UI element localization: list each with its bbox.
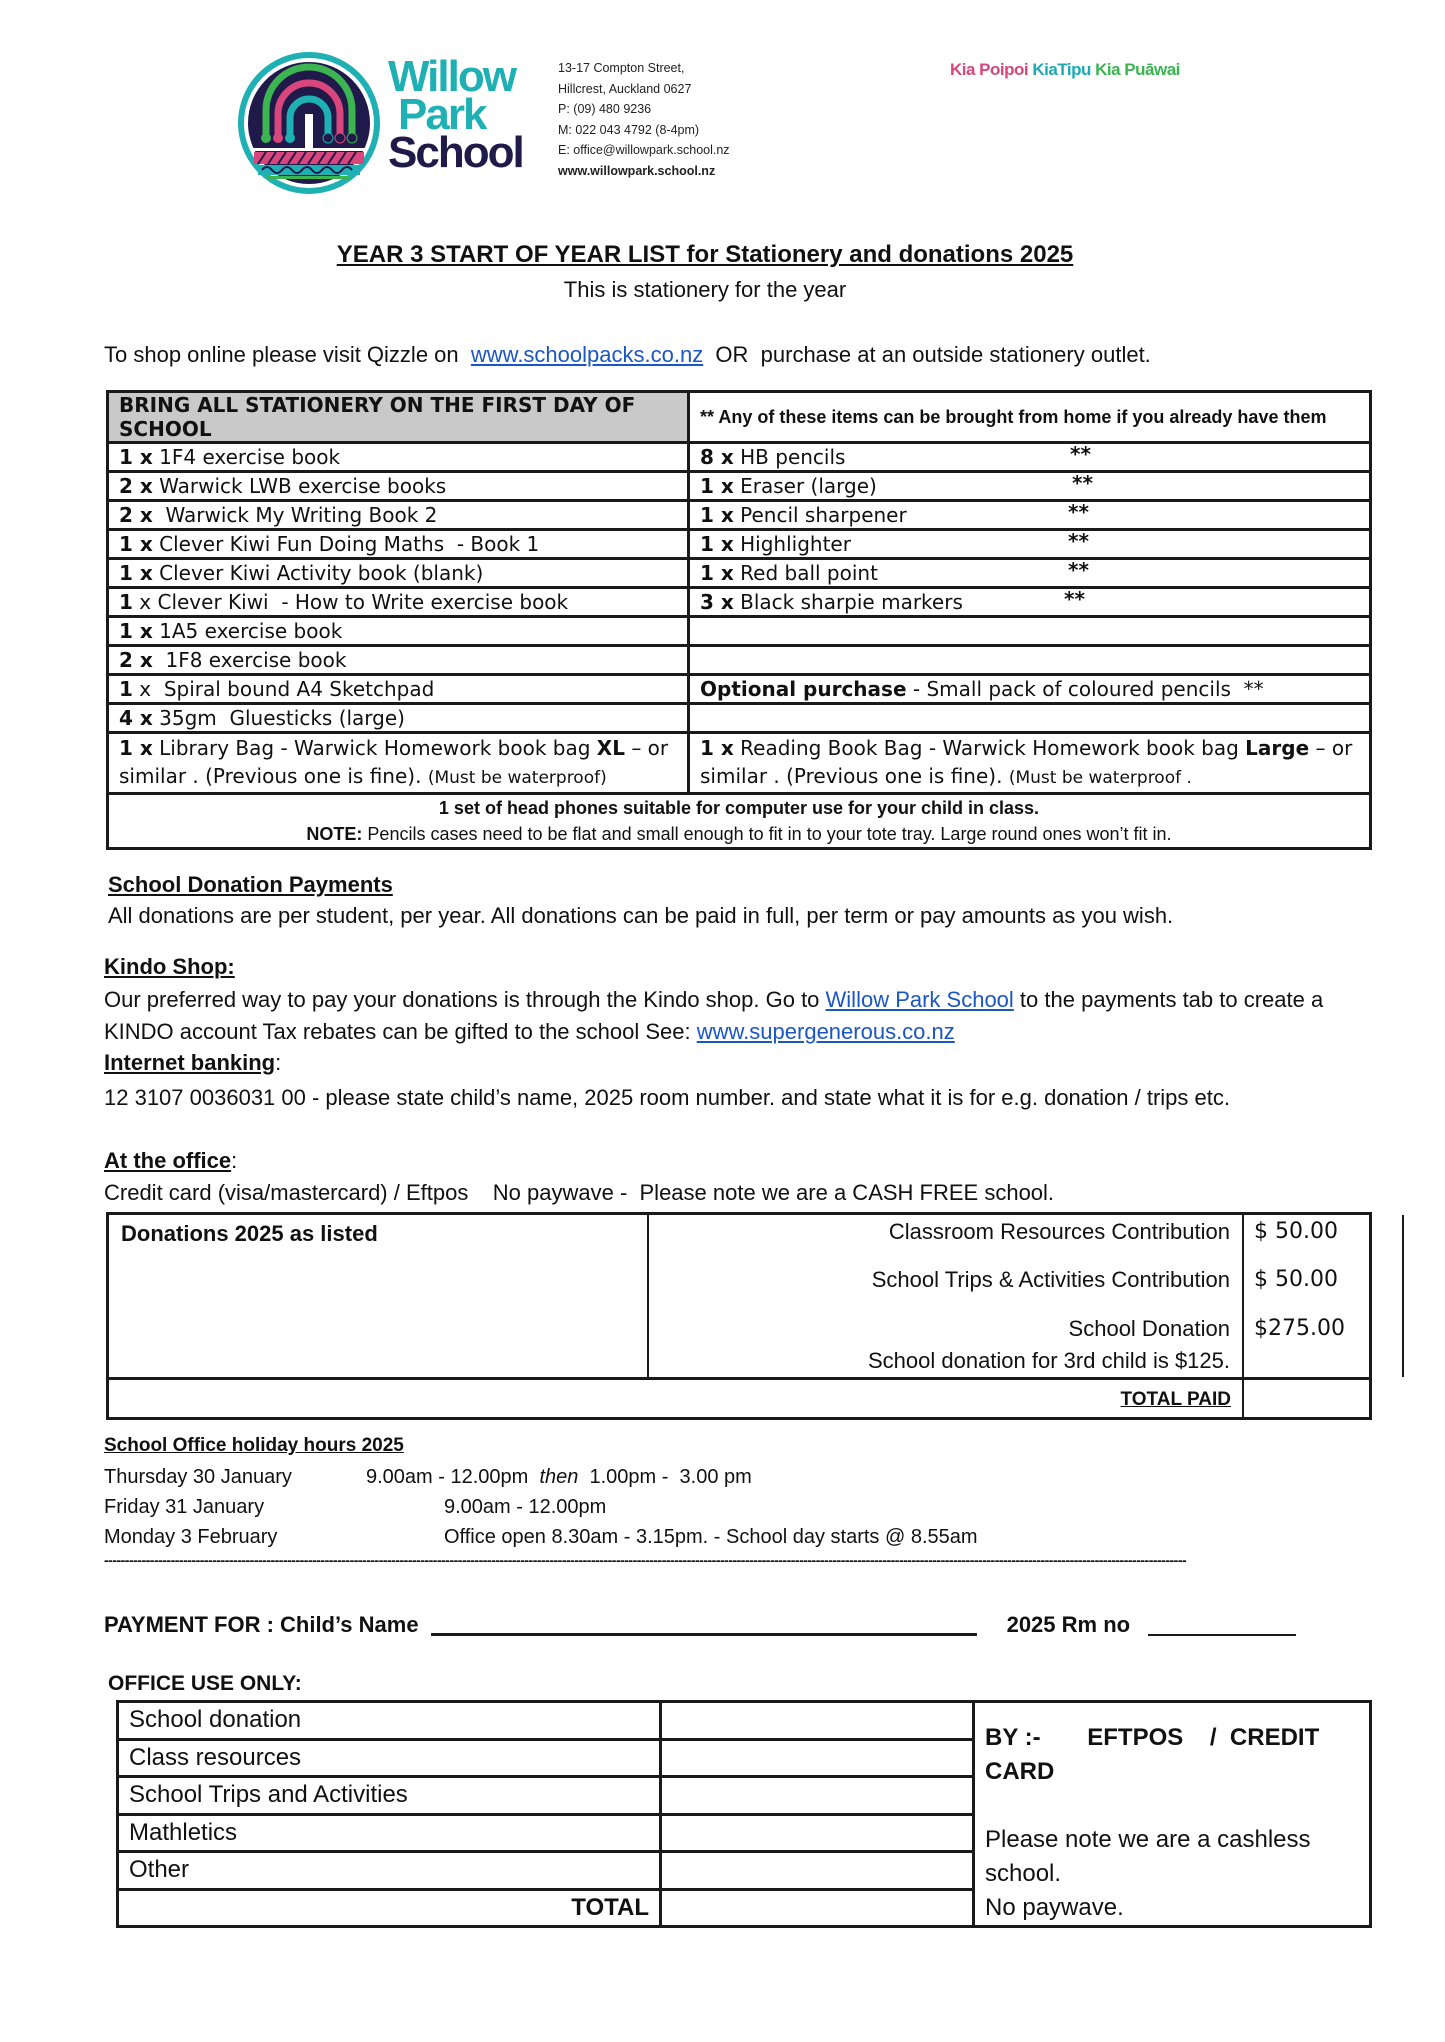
total-divider [1242, 1377, 1244, 1417]
kindo-text-b: to the payments tab to create a KINDO account Tax rebates can be gifted to the school See: [104, 987, 1324, 1044]
office-row-label: Other [118, 1852, 661, 1890]
contact-block [558, 58, 730, 181]
stationery-table [106, 390, 1372, 850]
office-row [118, 1702, 1371, 1740]
table-row [108, 704, 1371, 733]
home-item [689, 559, 1371, 588]
table-row [108, 559, 1371, 588]
at-office-heading [104, 1148, 237, 1174]
optional-marker: ** [1072, 471, 1093, 495]
cashless-note: Please note we are a cashless school. [985, 1826, 1311, 1887]
item-name: x Spiral bound A4 Sketchpad [132, 677, 435, 701]
total-paid-label: TOTAL PAID [1120, 1389, 1231, 1410]
item-qty: 1 x [700, 474, 734, 498]
item-qty: 1 [119, 590, 133, 614]
office-total-field[interactable] [661, 1889, 974, 1927]
supergenerous-link[interactable]: www.supergenerous.co.nz [696, 1019, 955, 1044]
stationery-item [108, 675, 689, 704]
table-row-bags [108, 733, 1371, 794]
optional-marker: ** [1068, 558, 1089, 582]
size: XL [596, 736, 625, 760]
stationery-item [108, 588, 689, 617]
item-name: HB pencils [733, 445, 846, 469]
item-name: Clever Kiwi Activity book (blank) [152, 561, 484, 585]
row-divider [109, 1377, 1369, 1380]
note-text: Pencils cases need to be flat and small enough to fit in to your tote tray. Large round ones won’t fit in. [362, 824, 1172, 844]
motto-poipoi: Kia Poipoi [950, 60, 1029, 79]
colon: : [231, 1148, 238, 1173]
item-name: Warwick My Writing Book 2 [152, 503, 438, 527]
item-name: 1F4 exercise book [152, 445, 341, 469]
willow-park-kindo-link[interactable]: Willow Park School [825, 987, 1014, 1012]
motto-puawai: Kia Puāwai [1095, 60, 1180, 79]
item: Library Bag - Warwick Homework book bag [152, 736, 597, 760]
item-name: Eraser (large) [733, 474, 877, 498]
optional-marker: ** [1064, 587, 1085, 611]
school-logo-icon [238, 52, 380, 194]
home-item [689, 530, 1371, 559]
address-line-2: Hillcrest, Auckland 0627 [558, 81, 692, 96]
table-row [108, 617, 1371, 646]
office-row-amount-field[interactable] [661, 1777, 974, 1815]
hours-time-2: 1.00pm - 3.00 pm [578, 1466, 752, 1488]
stationery-item [108, 443, 689, 472]
office-row-label: School donation [118, 1702, 661, 1740]
stationery-item [108, 530, 689, 559]
hours-time: Office open 8.30am - 3.15pm. - School day starts @ 8.55am [444, 1526, 978, 1548]
pencil-case-note [119, 821, 1359, 847]
third-child-note: School donation for 3rd child is $125. [867, 1348, 1230, 1373]
donation-payments-heading: School Donation Payments [108, 872, 393, 897]
optional-marker: ** [1068, 529, 1089, 553]
item-qty: 2 x [119, 648, 153, 672]
bank-details: 12 3107 0036031 00 - please state child’s name, 2025 room number. and state what it is for e.g. donation / trips etc. [104, 1085, 1230, 1110]
total-paid-field[interactable] [1246, 1381, 1364, 1417]
home-item [689, 501, 1371, 530]
donation-items-cell [649, 1215, 1244, 1377]
waterproof-note: (Must be waterproof) [427, 768, 607, 788]
office-use-table [116, 1700, 1372, 1928]
office-total-label: TOTAL [118, 1889, 661, 1927]
page-title: YEAR 3 START OF YEAR LIST for Stationery and donations 2025 [336, 241, 1074, 268]
item-name: 1F8 exercise book [152, 648, 347, 672]
optional-marker: ** [1070, 442, 1091, 466]
amount-trips: $ 50.00 [1254, 1267, 1338, 1292]
then: then [539, 1466, 579, 1488]
amount-classroom: $ 50.00 [1254, 1219, 1338, 1244]
payment-method-label: BY :- EFTPOS / CREDIT CARD [985, 1724, 1326, 1785]
waterproof-note: (Must be waterproof . [1008, 768, 1192, 788]
item-name: Highlighter [733, 532, 851, 556]
item-name: Black sharpie markers [733, 590, 963, 614]
stationery-item [108, 501, 689, 530]
item-qty: 2 x [119, 474, 153, 498]
donation-item-classroom: Classroom Resources Contribution [888, 1219, 1230, 1244]
item-qty: 1 [119, 677, 133, 701]
bank-heading-text: Internet banking [104, 1050, 276, 1075]
table-footer-row [108, 794, 1371, 849]
office-heading-text: At the office [104, 1148, 232, 1173]
logo-word-willow: Willow [388, 52, 515, 101]
item: Reading Book Bag - Warwick Homework book bag [733, 736, 1246, 760]
child-name-field[interactable] [431, 1633, 977, 1636]
donation-amounts-cell [1244, 1215, 1404, 1377]
office-row-label: School Trips and Activities [118, 1777, 661, 1815]
note-label: NOTE: [306, 824, 363, 844]
bring-all-header: BRING ALL STATIONERY ON THE FIRST DAY OF SCHOOL [108, 392, 689, 443]
item-name: Warwick LWB exercise books [152, 474, 447, 498]
shop-text-after: OR purchase at an outside stationery outlet. [703, 342, 1151, 367]
home-item [689, 646, 1371, 675]
kindo-text [104, 984, 1364, 1048]
room-number-label: 2025 Rm no [1006, 1612, 1131, 1637]
school-motto [950, 60, 1180, 80]
item-qty: 4 x [119, 706, 153, 730]
qty: 1 x [119, 736, 153, 760]
payment-for-line [104, 1612, 1296, 1638]
address-line-1: 13-17 Compton Street, [558, 61, 685, 75]
hours-day: Thursday 30 January [104, 1466, 292, 1488]
item-name: x Clever Kiwi - How to Write exercise book [132, 590, 569, 614]
logo-word-school: School [388, 128, 523, 177]
item-qty: 8 x [700, 445, 734, 469]
office-payment-text: Credit card (visa/mastercard) / Eftpos No paywave - Please note we are a CASH FREE school. [104, 1180, 1055, 1205]
hours-time: 9.00am - 12.00pm [444, 1496, 607, 1518]
item-cont: – or similar . (Previous one is fine). [119, 736, 669, 788]
office-row-amount-field[interactable] [661, 1702, 974, 1740]
from-home-header: ** Any of these items can be brought from home if you already have them [689, 392, 1371, 443]
email: E: office@willowpark.school.nz [558, 143, 730, 157]
table-row [108, 472, 1371, 501]
stationery-item [108, 559, 689, 588]
donation-item-trips: School Trips & Activities Contribution [871, 1267, 1230, 1292]
qty: 1 x [700, 736, 734, 760]
item-qty: 1 x [119, 532, 153, 556]
motto-tipu: KiaTipu [1032, 60, 1091, 79]
headphones-note-cell [108, 794, 1371, 849]
item-qty: 1 x [700, 532, 734, 556]
hours-time: 9.00am - 12.00pm [366, 1466, 540, 1488]
office-use-heading: OFFICE USE ONLY: [108, 1672, 302, 1695]
stationery-item [108, 617, 689, 646]
home-item [689, 617, 1371, 646]
child-name-label: PAYMENT FOR : Child’s Name [104, 1612, 419, 1637]
donations-label: Donations 2025 as listed [121, 1221, 378, 1246]
size: Large [1245, 736, 1310, 760]
kindo-text-a: Our preferred way to pay your donations is through the Kindo shop. Go to [104, 987, 826, 1012]
logo-word-park: Park [398, 90, 486, 139]
office-row-amount-field[interactable] [661, 1852, 974, 1890]
table-row [108, 675, 1371, 704]
home-item [689, 588, 1371, 617]
room-number-field[interactable] [1148, 1634, 1296, 1636]
no-paywave-note: No paywave. [985, 1894, 1124, 1921]
internet-banking-heading [104, 1050, 281, 1076]
item-name: Pencil sharpener [733, 503, 907, 527]
stationery-item [108, 472, 689, 501]
item-name: 1A5 exercise book [152, 619, 343, 643]
stationery-item [108, 646, 689, 675]
item-qty: 1 x [700, 503, 734, 527]
table-row [108, 588, 1371, 617]
donations-table [106, 1212, 1372, 1420]
donation-item-school: School Donation [1068, 1316, 1230, 1341]
item-name: Red ball point [733, 561, 878, 585]
office-row-amount-field[interactable] [661, 1814, 974, 1852]
office-row-label: Class resources [118, 1739, 661, 1777]
page-subtitle: This is stationery for the year [563, 277, 847, 302]
payment-method-cell [974, 1702, 1371, 1927]
item-qty: 1 x [700, 561, 734, 585]
home-item [689, 472, 1371, 501]
mobile: M: 022 043 4792 (8-4pm) [558, 122, 700, 137]
hours-day: Friday 31 January [104, 1496, 265, 1518]
shop-online-line [104, 342, 1151, 368]
item-name: 35gm Gluesticks (large) [152, 706, 405, 730]
item-name: Clever Kiwi Fun Doing Maths - Book 1 [152, 532, 540, 556]
item-qty: 3 x [700, 590, 734, 614]
item-cont: – or similar . (Previous one is fine). [700, 736, 1353, 788]
item-qty: 2 x [119, 503, 153, 527]
optional-marker: ** [1068, 500, 1089, 524]
home-item [689, 443, 1371, 472]
schoolpacks-link[interactable]: www.schoolpacks.co.nz [470, 342, 704, 367]
donation-intro: All donations are per student, per year. All donations can be paid in full, per term or pay amounts as you wish. [108, 903, 1174, 928]
table-row [108, 530, 1371, 559]
reading-bag-cell [689, 733, 1371, 794]
phone: P: (09) 480 9236 [558, 102, 652, 116]
colon: : [275, 1050, 282, 1075]
website: www.willowpark.school.nz [558, 163, 716, 178]
item-qty: 1 x [119, 445, 153, 469]
donations-label-cell [109, 1215, 649, 1377]
school-name-wordmark [388, 52, 523, 177]
library-bag-cell [108, 733, 689, 794]
table-row [108, 443, 1371, 472]
stationery-header-row [108, 392, 1371, 443]
home-item [689, 704, 1371, 733]
office-row-amount-field[interactable] [661, 1739, 974, 1777]
office-row-label: Mathletics [118, 1814, 661, 1852]
amount-school: $275.00 [1254, 1316, 1345, 1341]
table-row [108, 501, 1371, 530]
shop-text-before: To shop online please visit Qizzle on [104, 342, 471, 367]
item-qty: Optional purchase [700, 677, 907, 701]
item-qty: 1 x [119, 561, 153, 585]
home-item [689, 675, 1371, 704]
cut-line-divider: -------------------------------------------------------------------------------------------------------------------------------------------------------------------------------------------------------------------------------------------------------------------- [104, 1552, 1187, 1568]
kindo-heading: Kindo Shop: [104, 954, 235, 979]
office-hours-heading: School Office holiday hours 2025 [104, 1435, 404, 1456]
item-qty: 1 x [119, 619, 153, 643]
headphones-note: 1 set of head phones suitable for computer use for your child in class. [438, 798, 1040, 818]
table-row [108, 646, 1371, 675]
hours-day: Monday 3 February [104, 1526, 278, 1548]
item-name: - Small pack of coloured pencils ** [906, 677, 1264, 701]
stationery-item [108, 704, 689, 733]
